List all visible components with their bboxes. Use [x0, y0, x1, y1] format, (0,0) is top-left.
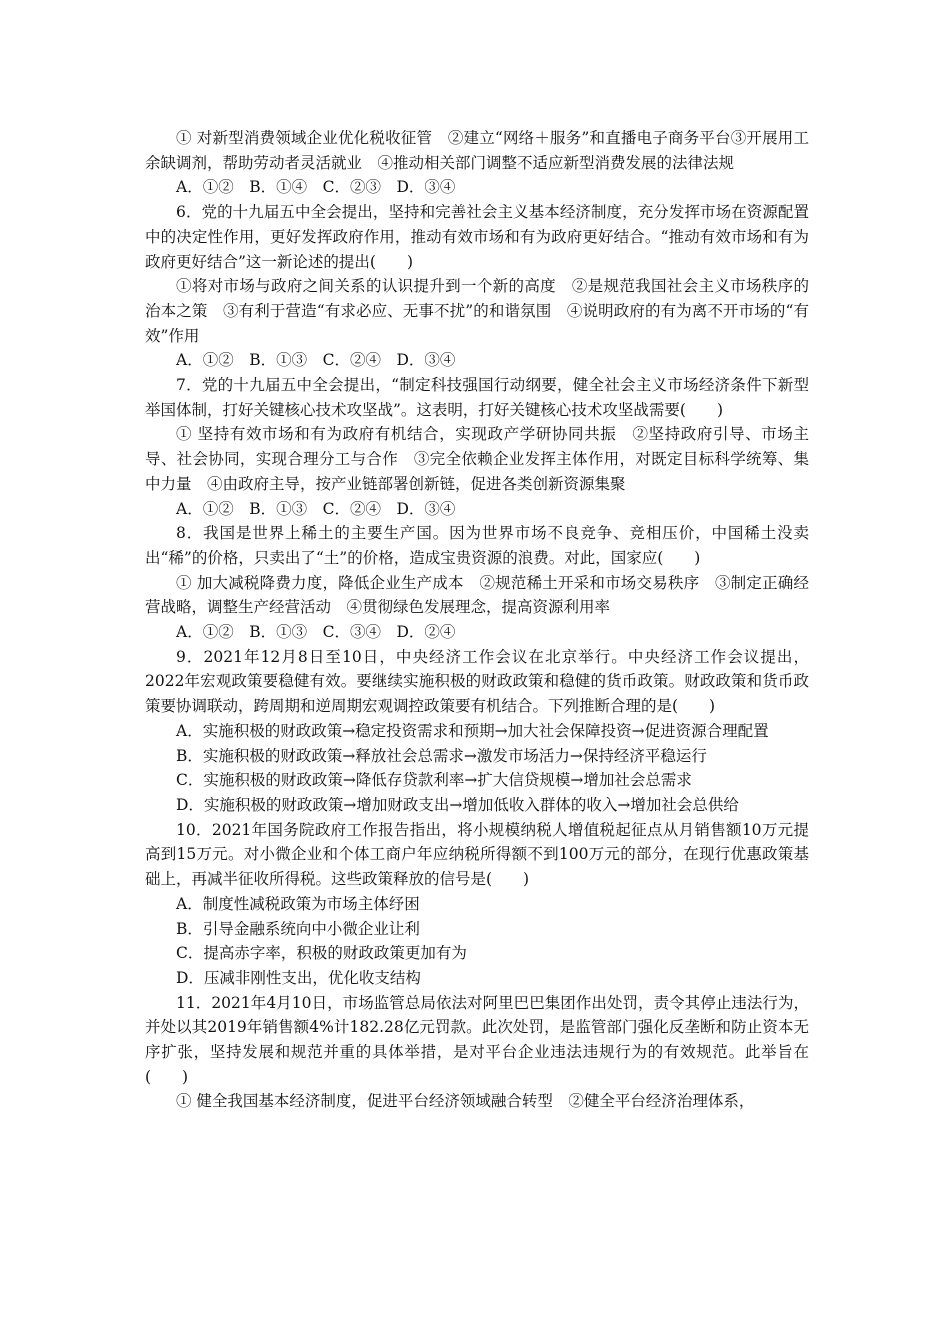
answer-options: A．①② B．①③ C．②④ D．③④: [176, 499, 456, 518]
option-d: D．压减非刚性支出，优化收支结构: [176, 968, 421, 987]
question-8: 8．我国是世界上稀土的主要生产国。因为世界市场不良竞争、竞相压价，中国稀土没卖出“稀”的价格，只卖出了“土”的价格，造成宝贵资源的浪费。对此，国家应( ): [145, 524, 809, 567]
document-page: [145, 126, 809, 1114]
option-a: A．制度性减税政策为市场主体纾困: [176, 894, 420, 913]
question-10: 10．2021年国务院政府工作报告指出，将小规模纳税人增值税起征点从月销售额10万元提高到15万元。对小微企业和个体工商户年应纳税所得额不到100万元的部分，在现行优惠政策基础上，再减半征收所得税。这些政策释放的信号是( ): [145, 820, 809, 889]
answer-options: A．①② B．①③ C．③④ D．②④: [176, 623, 456, 642]
option-c: C．提高赤字率，积极的财政政策更加有为: [176, 944, 467, 963]
question-7: 7．党的十九届五中全会提出，“制定科技强国行动纲要，健全社会主义市场经济条件下新型举国体制，打好关键核心技术攻坚战”。这表明，打好关键核心技术攻坚战需要( ): [145, 376, 809, 419]
question-11-choices: ① 健全我国基本经济制度，促进平台经济领域融合转型 ②健全平台经济治理体系，: [176, 1092, 755, 1111]
question-7-choices: ① 坚持有效市场和有为政府有机结合，实现政产学研协同共振 ②坚持政府引导、市场主导、社会协同，实现合理分工与合作 ③完全依赖企业发挥主体作用，对既定目标科学统筹、集中力量 ④由政府主导，按产业链部署创新链，促进各类创新资源集聚: [145, 425, 809, 493]
question-9: 9．2021年12月8日至10日，中央经济工作会议在北京举行。中央经济工作会议提出，2022年宏观政策要稳健有效。要继续实施积极的财政政策和稳健的货币政策。财政政策和货币政策要协调联动，跨周期和逆周期宏观调控政策要有机结合。下列推断合理的是( ): [145, 647, 809, 716]
option-a: A．实施积极的财政政策→稳定投资需求和预期→加大社会保障投资→促进资源合理配置: [176, 721, 769, 740]
question-6: 6．党的十九届五中全会提出，坚持和完善社会主义基本经济制度，充分发挥市场在资源配置中的决定性作用，更好发挥政府作用，推动有效市场和有为政府更好结合。“推动有效市场和有为政府更好结合”这一新论述的提出( ): [145, 203, 809, 271]
question-8-choices: ① 加大减税降费力度，降低企业生产成本 ②规范稀土开采和市场交易秩序 ③制定正确经营战略，调整生产经营活动 ④贯彻绿色发展理念，提高资源利用率: [145, 573, 809, 617]
question-11: 11．2021年4月10日，市场监管总局依法对阿里巴巴集团作出处罚，责令其停止违法行为，并处以其2019年销售额4%计182.28亿元罚款。此次处罚，是监管部门强化反垄断和防止资本无序扩张，坚持发展和规范并重的具体举措，是对平台企业违法违规行为的有效规范。此举旨在( ): [145, 993, 809, 1086]
option-b: B．引导金融系统向中小微企业让利: [176, 919, 420, 938]
paragraph: ① 对新型消费领域企业优化税收征管 ②建立“网络＋服务”和直播电子商务平台③开展用工余缺调剂，帮助劳动者灵活就业 ④推动相关部门调整不适应新型消费发展的法律法规: [145, 129, 809, 172]
option-b: B．实施积极的财政政策→释放社会总需求→激发市场活力→保持经济平稳运行: [176, 746, 707, 765]
option-d: D．实施积极的财政政策→增加财政支出→增加低收入群体的收入→增加社会总供给: [176, 795, 739, 814]
question-6-choices: ①将对市场与政府之间关系的认识提升到一个新的高度 ②是规范我国社会主义市场秩序的治本之策 ③有利于营造“有求必应、无事不扰”的和谐氛围 ④说明政府的有为离不开市场的“有效”作用: [145, 277, 809, 345]
answer-options: A．①② B．①④ C．②③ D．③④: [176, 178, 456, 197]
option-c: C．实施积极的财政政策→降低存贷款利率→扩大信贷规模→增加社会总需求: [176, 771, 692, 790]
answer-options: A．①② B．①③ C．②④ D．③④: [176, 351, 456, 370]
